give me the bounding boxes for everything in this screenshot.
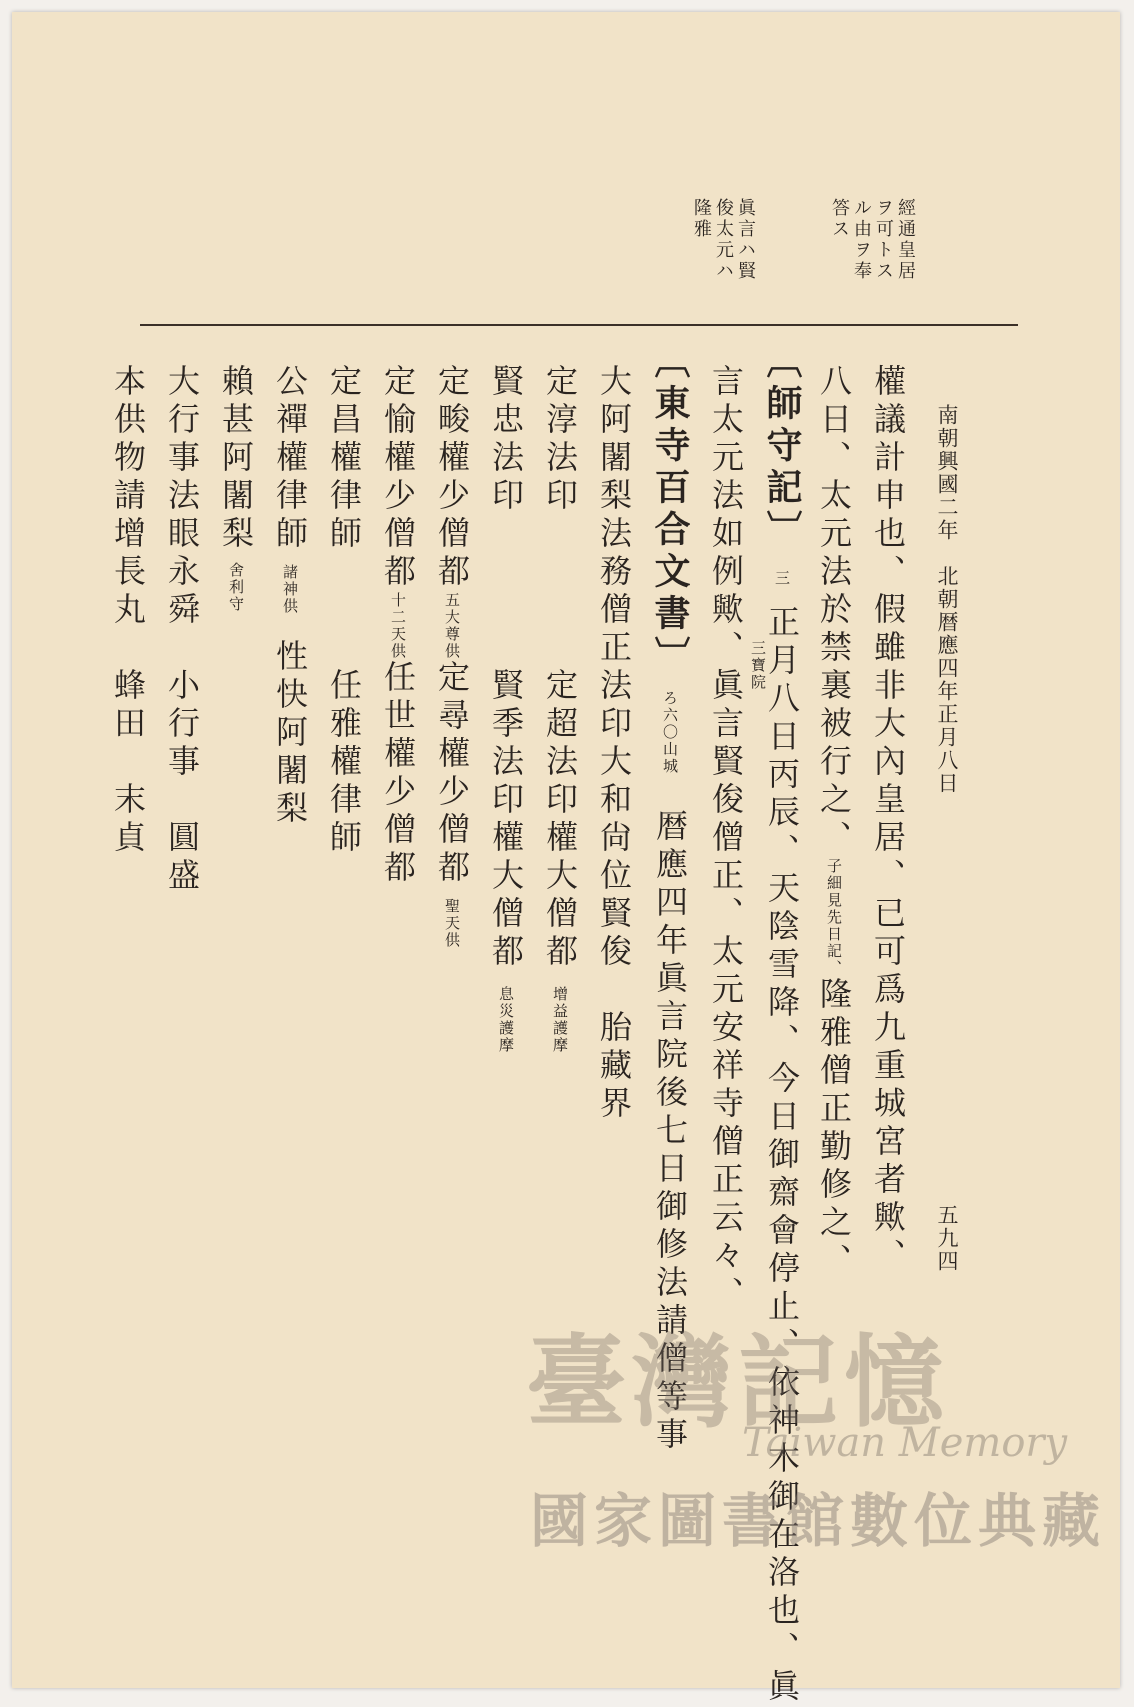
text-main: 任世權少僧都 [379,660,417,888]
watermark-calligraphy: 臺灣記憶 [526,1323,950,1441]
margin-note: 俊太元ハ [713,198,734,282]
text-main: 性快阿闍梨 [271,639,309,829]
inline-note: 聖天供 [443,898,461,949]
text-column: 定昌權律師 任雅權律師 [325,364,363,858]
text-column [815,364,853,1281]
margin-note: 眞言ハ賢 [735,198,756,282]
text-column: 權議計申也、假雖非大內皇居、已可爲九重城宮者歟、 [869,364,907,1276]
text-column: 言太元法如例歟、眞言賢俊僧正、太元安祥寺僧正云々、 [707,364,745,1314]
watermark-english: Taiwan Memory [742,1420,1068,1466]
source-title: 〔東寺百合文書〕 [649,342,691,678]
document-page [12,12,1120,1707]
text-column [541,364,579,1054]
text-main: 定畯權少僧都 [433,364,471,592]
text-main: 公禪權律師 [271,364,309,554]
text-column [761,342,803,1707]
source-title: 〔師守記〕 [761,342,803,552]
text-main: 八日、太元法於禁裏被行之、 [815,364,853,858]
text-column [217,364,255,613]
margin-note: 答ス [829,198,850,240]
text-column [649,342,691,1455]
text-column: 本供物請增長丸 蜂田 末貞 [109,364,147,858]
inline-note: 諸神供 [281,564,299,615]
text-main: 定淳法印 定超法印權大僧都 [541,364,579,972]
watermark-institution: 國家圖書館數位典藏 [530,1487,1107,1555]
text-column [379,364,417,888]
inline-note: 息災護摩 [497,986,515,1054]
text-column: 大行事法眼永舜 小行事 圓盛 [163,364,201,896]
margin-note: 經通皇居 [895,198,916,282]
text-main: 賴甚阿闍梨 [217,364,255,554]
text-column [487,364,525,1054]
inline-note: 五大尊供 [443,592,461,660]
inline-note: 三 [773,570,791,587]
running-head: 南朝興國二年 北朝暦應四年正月八日 [935,404,959,795]
header-rule [140,324,1018,326]
text-column: 大阿闍梨法務僧正法印大和尙位賢俊 胎藏界 [595,364,633,1124]
inline-note: 十二天供 [389,592,407,660]
text-column [271,364,309,829]
margin-note: ヲ可トス [873,198,894,282]
text-main: 正月八日丙辰、天陰雪降、今日御齋會停止、依神木御在洛也、眞 [763,605,801,1707]
text-main: 賢忠法印 賢季法印權大僧都 [487,364,525,972]
text-main: 定愉權少僧都 [379,364,417,592]
text-main: 定尋權少僧都 [433,660,471,888]
inline-note: ろ六〇山城 [661,690,679,775]
text-column [433,364,471,949]
inline-note: 子細見先日記、 [825,858,843,977]
margin-note: ル由ヲ奉 [851,198,872,282]
inline-note: 增益護摩 [551,986,569,1054]
text-main: 隆雅僧正勤修之、 [815,977,853,1281]
page-number: 五九四 [935,1204,959,1273]
inline-note: 舍利守 [227,562,245,613]
inline-note: 三寶院 [749,640,767,691]
text-main: 暦應四年眞言院後七日御修法請僧等事 [651,809,689,1455]
margin-note: 隆雅 [691,198,712,240]
